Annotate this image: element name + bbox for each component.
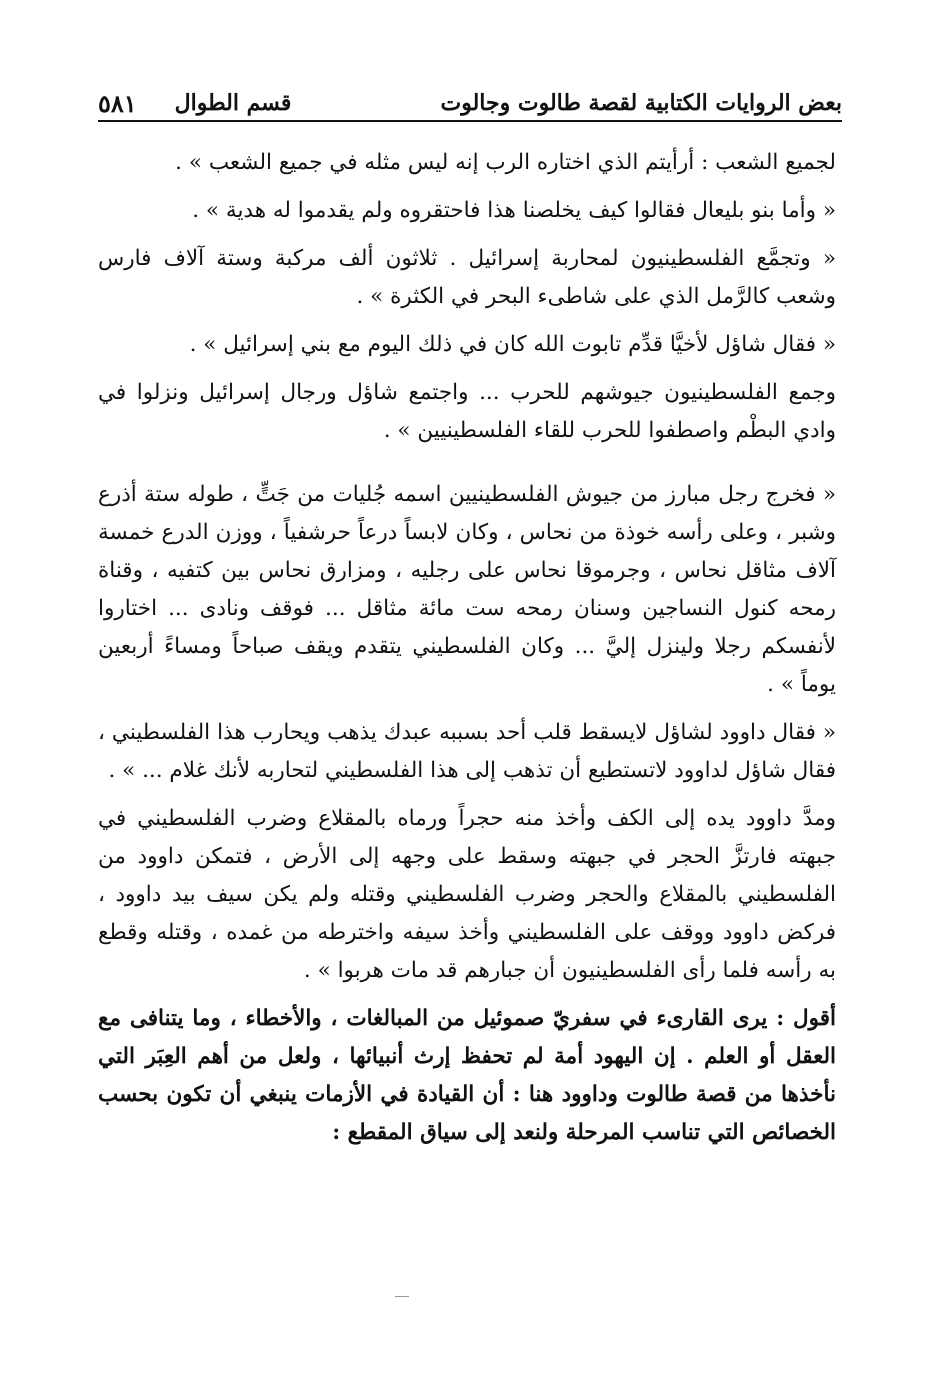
running-header [98, 86, 842, 122]
paragraph-8: ومدَّ داوود يده إلى الكف وأخذ منه حجراً ورماه بالمقلاع وضرب الفلسطيني في جبهته فارتزَّ الحجر في جبهته وسقط على وجهه إلى الأرض ، فتمكن داوود من الفلسطيني بالمقلاع والحجر وضرب الفلسطيني وقتله ولم يكن سيف بيد داوود ، فركض داوود ووقف على الفلسطيني وأخذ سيفه واخترطه من غمده ، وقتله وقطع به رأسه فلما رأى الفلسطينيون أن جبارهم قد مات هربوا » . [98, 806, 836, 983]
paragraph-2: « وأما بنو بليعال فقالوا كيف يخلصنا هذا فاحتقروه ولم يقدموا له هدية » . [192, 198, 836, 223]
body-text [98, 144, 836, 1162]
paragraph-7: « فقال داوود لشاؤل لايسقط قلب أحد بسببه عبدك يذهب ويحارب هذا الفلسطيني ، فقال شاؤل لداوود لاتستطيع أن تذهب إلى هذا الفلسطيني لتحاربه لأنك غلام ... » . [98, 720, 836, 783]
paragraph-4: « فقال شاؤل لأخيَّا قدِّم تابوت الله كان في ذلك اليوم مع بني إسرائيل » . [189, 332, 836, 357]
paragraph-1: لجميع الشعب : أرأيتم الذي اختاره الرب إنه ليس مثله في جميع الشعب » . [175, 150, 836, 175]
header-title: بعض الروايات الكتابية لقصة طالوت وجالوت [440, 90, 842, 116]
paragraph-5: وجمع الفلسطينيون جيوشهم للحرب ... واجتمع شاؤل ورجال إسرائيل ونزلوا في وادي البطْم واصطفوا للحرب للقاء الفلسطينيين » . [98, 380, 836, 443]
footer-mark [395, 1296, 409, 1297]
header-section: قسم الطوال [174, 90, 292, 116]
page-number: ٥٨١ [98, 88, 137, 118]
header-left-group [98, 89, 291, 118]
paragraph-6: « فخرج رجل مبارز من جيوش الفلسطينيين اسمه جُليات من جَتٍّ ، طوله ستة أذرع وشبر ، وعلى رأسه خوذة من نحاس ، وكان لابساً درعاً حرشفياً ، ووزن الدرع خمسة آلاف مثاقل نحاس ، وجرموقا نحاس على رجليه ، ومزارق نحاس بين كتفيه ، وقناة رمحه كنول النساجين وسنان رمحه ست مائة مثاقل ... فوقف ونادى ... اختاروا لأنفسكم رجلا ولينزل إليَّ ... وكان الفلسطيني يتقدم ويقف صباحاً ومساءً أربعين يوماً » . [98, 482, 836, 697]
paragraph-3: « وتجمَّع الفلسطينيون لمحاربة إسرائيل . ثلاثون ألف مركبة وستة آلاف فارس وشعب كالرَّمل الذي على شاطىء البحر في الكثرة » . [98, 246, 836, 309]
paragraph-9: أقول : يرى القارىء في سفريّ صموئيل من المبالغات ، والأخطاء ، وما يتنافى مع العقل أو العلم . إن اليهود أمة لم تحفظ إرث أنبيائها ، ولعل من أهم العِبَر التي نأخذها من قصة طالوت وداوود هنا : أن القيادة في الأزمات ينبغي أن تكون بحسب الخصائص التي تناسب المرحلة ولنعد إلى سياق المقطع : [98, 1006, 836, 1145]
